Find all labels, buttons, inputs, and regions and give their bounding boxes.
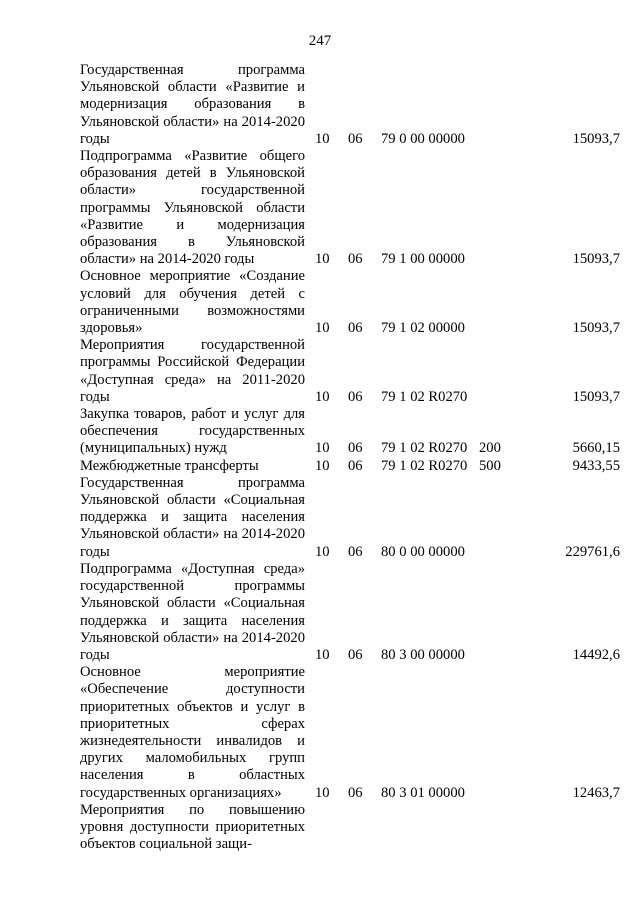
amount: 5660,15: [572, 440, 620, 457]
subsection-code: 06: [348, 646, 363, 663]
table-row: [80, 337, 620, 406]
table-row: [80, 62, 620, 148]
amount: 14492,6: [572, 646, 620, 663]
section-code: 10: [315, 320, 330, 337]
row-description: Основное мероприятие «Создание условий для обучения детей с ограниченными возможностями здоровья»: [80, 268, 305, 337]
subsection-code: 06: [348, 784, 363, 801]
subsection-code: 06: [348, 440, 363, 457]
target-article-code: 79 1 02 00000: [381, 320, 465, 337]
expense-type-code: 200: [479, 440, 501, 457]
target-article-code: 79 1 02 R0270: [381, 457, 468, 474]
row-description: Мероприятия государственной программы Российской Федерации «Доступная среда» на 2011-2020 годы: [80, 337, 305, 405]
table-row: [80, 406, 620, 458]
subsection-code: 06: [348, 388, 363, 405]
section-code: 10: [315, 388, 330, 405]
table-row: [80, 561, 620, 664]
subsection-code: 06: [348, 130, 363, 147]
budget-table: [80, 62, 620, 853]
section-code: 10: [315, 130, 330, 147]
section-code: 10: [315, 440, 330, 457]
row-description: Подпрограмма «Развитие общего образования детей в Ульяновской области» государственной программы Ульяновской области «Развитие и модернизация образования в Ульяновской области» на 2014-2020 годы: [80, 148, 305, 268]
section-code: 10: [315, 251, 330, 268]
target-article-code: 79 1 02 R0270: [381, 440, 468, 457]
section-code: 10: [315, 457, 330, 474]
table-row: [80, 664, 620, 802]
row-description: Мероприятия по повышению уровня доступности приоритетных объектов социальной защи-: [80, 801, 305, 853]
section-code: 10: [315, 646, 330, 663]
target-article-code: 80 0 00 00000: [381, 543, 465, 560]
table-row: [80, 475, 620, 561]
amount: 12463,7: [572, 784, 620, 801]
section-code: 10: [315, 543, 330, 560]
amount: 15093,7: [572, 388, 620, 405]
row-description: Подпрограмма «Доступная среда» государственной программы Ульяновской области «Социальная поддержка и защита населения Ульяновской области» на 2014-2020 годы: [80, 560, 305, 663]
row-description: Основное мероприятие «Обеспечение доступности приоритетных объектов и услуг в приоритетных сферах жизнедеятельности инвалидов и других маломобильных групп населения в областных государственных организациях»: [80, 664, 305, 801]
subsection-code: 06: [348, 251, 363, 268]
expense-type-code: 500: [479, 457, 501, 474]
amount: 15093,7: [572, 320, 620, 337]
target-article-code: 80 3 01 00000: [381, 784, 465, 801]
page-number: 247: [308, 33, 332, 49]
subsection-code: 06: [348, 320, 363, 337]
amount: 15093,7: [572, 251, 620, 268]
table-row: [80, 802, 620, 854]
row-description: Государственная программа Ульяновской области «Развитие и модернизация образования в Ульяновской области» на 2014-2020 годы: [80, 62, 305, 147]
target-article-code: 79 1 02 R0270: [381, 388, 468, 405]
row-description: Закупка товаров, работ и услуг для обеспечения государственных (муниципальных) нужд: [80, 406, 305, 457]
target-article-code: 80 3 00 00000: [381, 646, 465, 663]
amount: 9433,55: [572, 457, 620, 474]
amount: 229761,6: [565, 543, 620, 560]
target-article-code: 79 1 00 00000: [381, 251, 465, 268]
row-description: Межбюджетные трансферты: [80, 457, 259, 474]
amount: 15093,7: [572, 130, 620, 147]
subsection-code: 06: [348, 543, 363, 560]
table-row: [80, 458, 620, 475]
table-row: [80, 268, 620, 337]
section-code: 10: [315, 784, 330, 801]
table-row: [80, 148, 620, 268]
row-description: Государственная программа Ульяновской области «Социальная поддержка и защита населения Ульяновской области» на 2014-2020 годы: [80, 474, 305, 560]
target-article-code: 79 0 00 00000: [381, 130, 465, 147]
subsection-code: 06: [348, 457, 363, 474]
